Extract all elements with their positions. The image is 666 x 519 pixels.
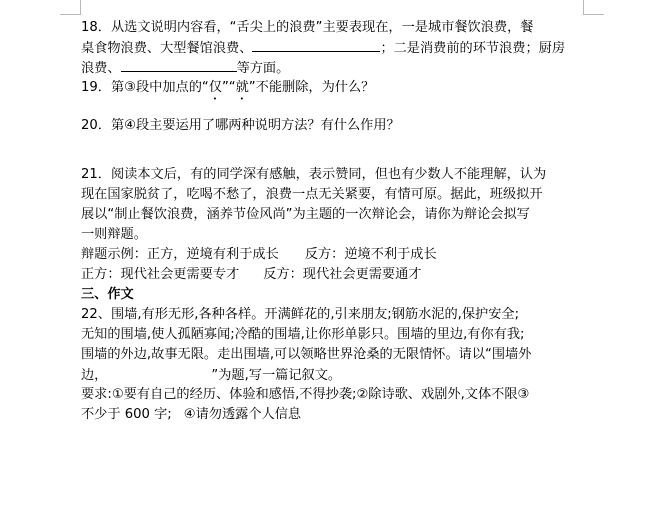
q18-line-2-end: ；二是消费前的环节浪费；厨房 <box>380 41 566 56</box>
q21-answer <box>81 265 591 285</box>
q21-example-pro: 辩题示例：正方，逆境有利于成长 <box>81 247 279 262</box>
q20-line: 20．第④段主要运用了哪两种说明方法？有什么作用？ <box>81 118 400 133</box>
q19-text-pre: 19．第③段中加点的“ <box>81 80 209 95</box>
q19-line <box>81 78 591 98</box>
q19-dotted-word-1: 仅 <box>208 80 222 95</box>
q21-example-con: 反方：逆境不利于成长 <box>304 247 437 262</box>
q18-answer-blank-2[interactable] <box>121 58 237 72</box>
q22-line-1: 22、围墙,有形无形,各种各样。开满鲜花的,引来朋友;钢筋水泥的,保护安全; <box>81 307 520 322</box>
page-corner-mark-left <box>60 0 81 15</box>
q22-line-4-start: 边， <box>81 368 108 383</box>
q22-line-3: 围墙的外边,故事无限。走出围墙,可以领略世界沧桑的无限情怀。请以“围墙外 <box>81 347 532 362</box>
q18-answer-blank-1[interactable] <box>252 38 380 52</box>
q18-line-3 <box>81 58 591 78</box>
q21-example <box>81 245 591 265</box>
q18-line-3-end: 等方面。 <box>236 61 290 76</box>
q21-line-3: 展以“制止餐饮浪费，涵养节俭风尚”为主题的一次辩论会，请你为辩论会拟写 <box>81 207 530 222</box>
spacer <box>81 98 591 116</box>
q22-requirements-2 <box>81 405 591 425</box>
q22-line-4 <box>81 365 591 385</box>
q21-line-1: 21．阅读本文后，有的同学深有感触，表示赞同，但也有少数人不能理解，认为 <box>81 167 547 182</box>
q18-line-2 <box>81 38 591 58</box>
q21-answer-con: 反方：现代社会更需要通才 <box>263 267 422 282</box>
section-title-composition: 三、作文 <box>81 287 134 302</box>
document-body <box>81 18 591 425</box>
q21-line-4: 一则辩题。 <box>81 227 147 242</box>
q21-answer-pro: 正方：现代社会更需要专才 <box>81 267 240 282</box>
q18-line-1: 18．从选文说明内容看，“舌尖上的浪费”主要表现在，一是城市餐饮浪费，餐 <box>81 20 534 35</box>
q18-line-3-start: 浪费、 <box>81 61 121 76</box>
page-corner-mark-right <box>583 0 604 15</box>
q19-dotted-word-2: 就 <box>235 80 249 95</box>
q19-text-post: ”不能删除，为什么？ <box>248 80 375 95</box>
spacer <box>81 136 591 165</box>
q22-requirements-1: 要求:①要有自己的经历、体验和感悟,不得抄袭;②除诗歌、戏剧外,文体不限③ <box>81 387 530 402</box>
q22-req-word-count: 不少于 600 字; <box>81 407 172 422</box>
q19-text-mid: ”“ <box>221 80 236 95</box>
q22-title-blank[interactable] <box>107 365 211 379</box>
q22-line-2: 无知的围墙,使人孤陋寡闻;冷酷的围墙,让你形单影只。围墙的里边,有你有我; <box>81 327 525 342</box>
q21-line-2: 现在国家脱贫了，吃喝不愁了，浪费一点无关紧要，有情可原。据此，班级拟开 <box>81 187 543 202</box>
q18-line-2-start: 桌食物浪费、大型餐馆浪费、 <box>81 41 253 56</box>
q22-req-privacy: ④请勿透露个人信息 <box>183 407 302 422</box>
q22-line-4-end: ”为题,写一篇记叙文。 <box>211 368 342 383</box>
